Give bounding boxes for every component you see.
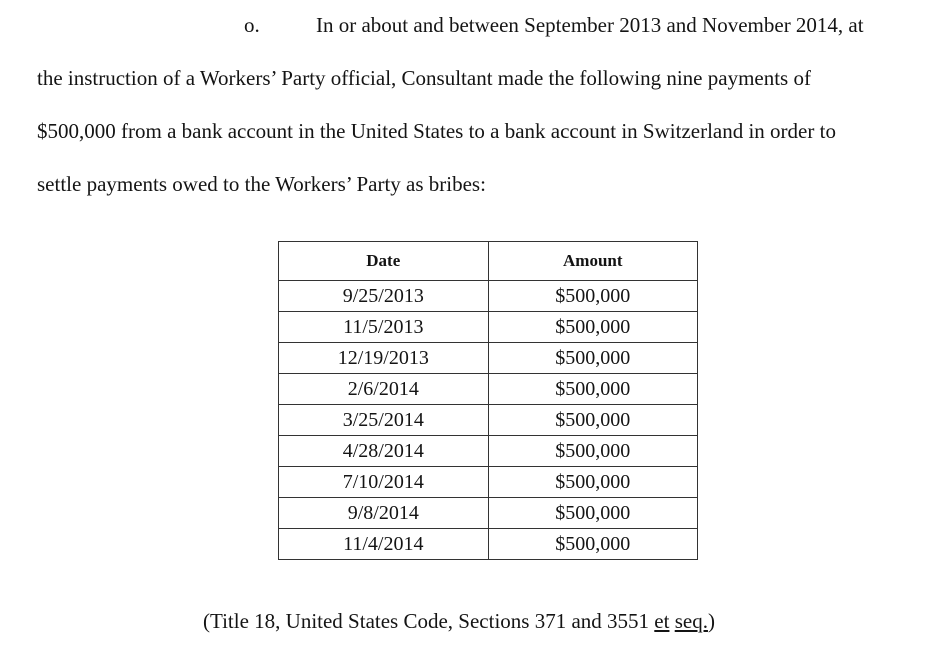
payment-date: 2/6/2014 [279,374,489,405]
column-header-amount: Amount [488,242,697,281]
payment-amount: $500,000 [488,467,697,498]
paragraph-line-1: In or about and between September 2013 and November 2014, at [316,13,864,37]
paragraph-line-4: settle payments owed to the Workers’ Party as bribes: [37,172,486,196]
citation-prefix: (Title 18, United States Code, Sections 371 and 3551 [203,609,655,633]
table-row [279,405,698,436]
payment-amount: $500,000 [488,312,697,343]
payment-amount: $500,000 [488,281,697,312]
payment-amount: $500,000 [488,405,697,436]
table-row [279,467,698,498]
column-header-date: Date [279,242,489,281]
payment-date: 7/10/2014 [279,467,489,498]
payment-amount: $500,000 [488,436,697,467]
payment-date: 11/4/2014 [279,529,489,560]
table-header-row [279,242,698,281]
payment-amount: $500,000 [488,343,697,374]
table-row [279,343,698,374]
payment-date: 11/5/2013 [279,312,489,343]
table-row [279,312,698,343]
payment-date: 3/25/2014 [279,405,489,436]
paragraph-line-3: $500,000 from a bank account in the United States to a bank account in Switzerland in order to [37,119,836,143]
payment-date: 9/8/2014 [279,498,489,529]
citation-et: et [654,609,670,633]
payments-table [278,241,698,560]
payment-date: 9/25/2013 [279,281,489,312]
paragraph-line-2: the instruction of a Workers’ Party official, Consultant made the following nine payments of [37,66,811,90]
statute-citation [203,609,715,633]
payment-amount: $500,000 [488,529,697,560]
payment-date: 12/19/2013 [279,343,489,374]
table-row [279,436,698,467]
payment-amount: $500,000 [488,374,697,405]
paragraph-marker: o. [244,13,260,37]
table-row [279,529,698,560]
payment-date: 4/28/2014 [279,436,489,467]
payment-amount: $500,000 [488,498,697,529]
table-row [279,374,698,405]
table-row [279,281,698,312]
citation-seq: seq. [674,609,708,633]
citation-suffix: ) [707,609,715,633]
table-row [279,498,698,529]
